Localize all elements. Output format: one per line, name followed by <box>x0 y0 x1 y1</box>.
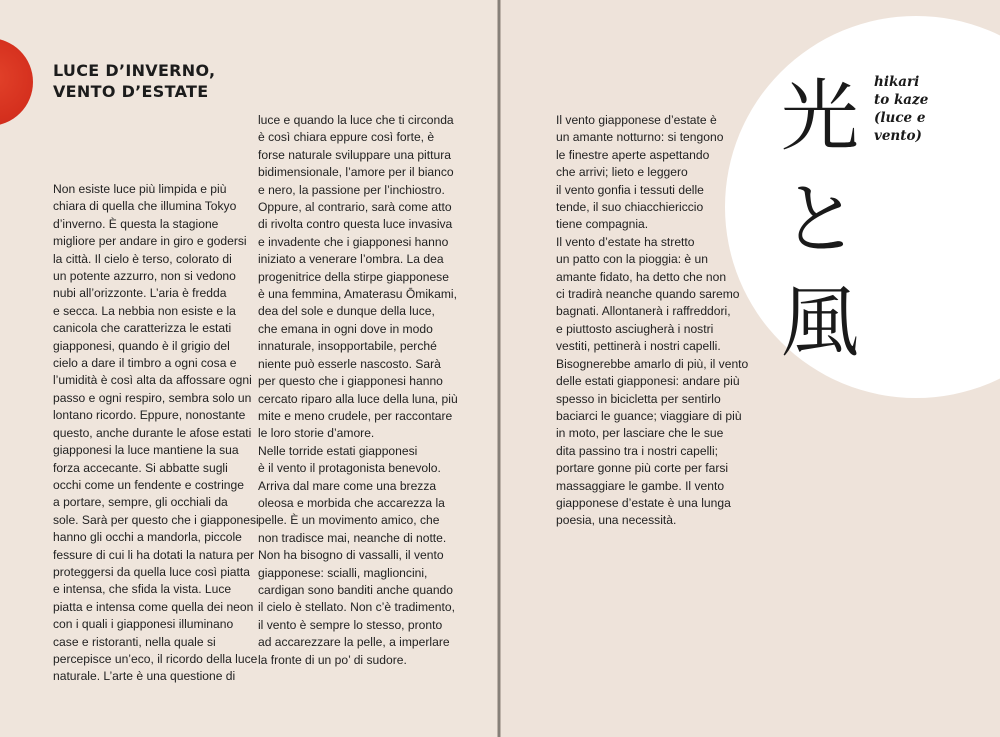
text-line: cardigan sono banditi anche quando <box>258 582 453 597</box>
text-line: dea del sole e dunque della luce, <box>258 304 435 319</box>
text-line: Nelle torride estati giapponesi <box>258 443 418 458</box>
title-line: VENTO D’ESTATE <box>53 82 209 101</box>
text-line: tende, il suo chiacchiericcio <box>556 200 704 215</box>
text-line: cielo a dare il timbro a ogni cosa e <box>53 356 237 371</box>
text-line: in moto, per lasciare che le sue <box>556 426 724 441</box>
text-line: piatta e intensa come quella dei neon <box>53 599 254 614</box>
text-line: Oppure, al contrario, sarà come atto <box>258 200 452 215</box>
kanji-char: と <box>780 175 859 265</box>
text-line: Il vento giapponese d’estate è <box>556 113 717 127</box>
text-line: fessure di cui li ha dotati la natura per <box>53 547 255 562</box>
text-line: le finestre aperte aspettando <box>556 147 710 162</box>
text-line: mite e meno crudele, per raccontare <box>258 408 453 423</box>
text-line: ad accarezzare la pelle, a imperlare <box>258 635 450 650</box>
text-line: la città. Il cielo è terso, colorato di <box>53 251 232 266</box>
text-line: iniziato a venerare l’ombra. La dea <box>258 252 444 267</box>
text-line: giapponesi, quando è il grigio del <box>53 338 230 353</box>
text-line: ci tradirà neanche quando saremo <box>556 287 740 302</box>
text-line: forza accecante. Si abbatte sugli <box>53 460 228 475</box>
text-line: non tradisce mai, neanche di notte. <box>258 530 447 545</box>
text-line: con i quali i giapponesi illuminano <box>53 617 234 632</box>
text-line: occhi come un fendente e costringe <box>53 477 244 492</box>
text-column-1 <box>53 181 259 686</box>
text-line: il cielo è stellato. Non c’è tradimento, <box>258 600 455 615</box>
text-line: Arriva dal mare come una brezza <box>258 478 437 493</box>
text-line: Non ha bisogno di vassalli, il vento <box>258 548 444 563</box>
text-line: vestiti, pettinerà i nostri capelli. <box>556 339 721 354</box>
text-column-2 <box>258 112 458 669</box>
text-line: canicola che caratterizza le estati <box>53 321 232 336</box>
text-line: tiene compagnia. <box>556 217 649 232</box>
kanji-char: 光 <box>780 72 859 162</box>
text-line: il vento gonfia i tessuti delle <box>556 182 704 197</box>
text-line: l’umidità è così alta da affossare ogni <box>53 373 252 388</box>
title-line: LUCE D’INVERNO, <box>53 61 216 80</box>
chapter-title <box>53 60 215 102</box>
kanji-heading <box>775 66 865 375</box>
text-line: lontano ricordo. Eppure, nonostante <box>53 408 246 423</box>
left-page <box>0 0 498 737</box>
text-line: e nero, la passione per l’inchiostro. <box>258 182 445 197</box>
caption-line: hikari <box>874 74 920 90</box>
text-line: è il vento il protagonista benevolo. <box>258 461 441 476</box>
text-line: bagnati. Allontanerà i raffreddori, <box>556 304 731 319</box>
text-line: sole. Sarà per questo che i giapponesi <box>53 512 259 527</box>
red-sun-circle <box>0 38 33 126</box>
text-line: migliore per andare in giro e godersi <box>53 234 247 249</box>
text-line: d’inverno. È questa la stagione <box>53 216 219 231</box>
text-line: forse naturale sviluppare una pittura <box>258 147 451 162</box>
text-line: massaggiare le gambe. Il vento <box>556 478 725 493</box>
text-line: luce e quando la luce che ti circonda <box>258 113 454 127</box>
text-line: pelle. È un movimento amico, che <box>258 513 440 528</box>
text-line: innaturale, insopportabile, perché <box>258 339 437 354</box>
text-line: per questo che i giapponesi hanno <box>258 374 443 389</box>
kanji-char: 風 <box>780 278 859 368</box>
text-line: e invadente che i giapponesi hanno <box>258 234 449 249</box>
text-line: le loro storie d’amore. <box>258 426 375 441</box>
text-line: chiara di quella che illumina Tokyo <box>53 199 237 214</box>
text-line: giapponesi la luce mantiene la sua <box>53 443 239 458</box>
text-line: niente può esserle nascosto. Sarà <box>258 356 441 371</box>
text-line: poesia, una necessità. <box>556 513 677 528</box>
text-line: è così chiara eppure così forte, è <box>258 130 435 145</box>
text-line: oleosa e morbida che accarezza la <box>258 495 445 510</box>
text-line: Non esiste luce più limpida e più <box>53 182 227 196</box>
text-line: hanno gli occhi a mandorla, piccole <box>53 530 242 545</box>
text-line: la fronte di un po’ di sudore. <box>258 652 407 667</box>
text-line: e intensa, che sfida la vista. Luce <box>53 582 232 597</box>
text-line: il vento è sempre lo stesso, pronto <box>258 617 443 632</box>
text-line: cercato riparo alla luce della luna, più <box>258 391 458 406</box>
text-line: questo, anche durante le afose estati <box>53 425 252 440</box>
caption-line: vento) <box>874 128 922 144</box>
text-line: portare gonne più corte per farsi <box>556 461 729 476</box>
text-line: a portare, sempre, gli occhiali da <box>53 495 228 510</box>
text-line: giapponese: scialli, maglioncini, <box>258 565 428 580</box>
text-line: nubi all’orizzonte. L’aria è fredda <box>53 286 227 301</box>
text-line: amante fidato, ha detto che non <box>556 269 727 284</box>
text-line: case e ristoranti, nella quale si <box>53 634 216 649</box>
text-line: passo e ogni respiro, sembra solo un <box>53 390 252 405</box>
text-line: progenitrice della stirpe giapponese <box>258 269 449 284</box>
text-line: un amante notturno: si tengono <box>556 130 724 145</box>
caption-line: to kaze <box>874 92 929 108</box>
text-line: spesso in bicicletta per sentirlo <box>556 391 721 406</box>
text-line: Bisognerebbe amarlo di più, il vento <box>556 356 749 371</box>
text-line: e secca. La nebbia non esiste e la <box>53 303 236 318</box>
text-line: naturale. L’arte è una questione di <box>53 669 236 684</box>
text-column-3 <box>556 112 748 530</box>
right-page <box>501 0 1000 737</box>
text-line: Il vento d’estate ha stretto <box>556 234 695 249</box>
text-line: un patto con la pioggia: è un <box>556 252 708 267</box>
text-line: baciarci le guance; viaggiare di più <box>556 408 742 423</box>
text-line: giapponese d’estate è una lunga <box>556 495 731 510</box>
text-line: è una femmina, Amaterasu Ōmikami, <box>258 287 457 302</box>
text-line: che emana in ogni dove in modo <box>258 321 433 336</box>
text-line: di rivolta contro questa luce invasiva <box>258 217 453 232</box>
kanji-caption <box>874 73 928 145</box>
text-line: che arrivi; lieto e leggero <box>556 165 688 180</box>
text-line: percepisce un’eco, il ricordo della luce <box>53 651 258 666</box>
text-line: e piuttosto asciugherà i nostri <box>556 321 714 336</box>
text-line: proteggersi da quella luce così piatta <box>53 564 250 579</box>
text-line: dita passino tra i nostri capelli; <box>556 443 719 458</box>
text-line: delle estati giapponesi: andare più <box>556 374 740 389</box>
caption-line: (luce e <box>874 110 926 126</box>
text-line: bidimensionale, l’amore per il bianco <box>258 165 454 180</box>
text-line: un potente azzurro, non si vedono <box>53 269 236 284</box>
